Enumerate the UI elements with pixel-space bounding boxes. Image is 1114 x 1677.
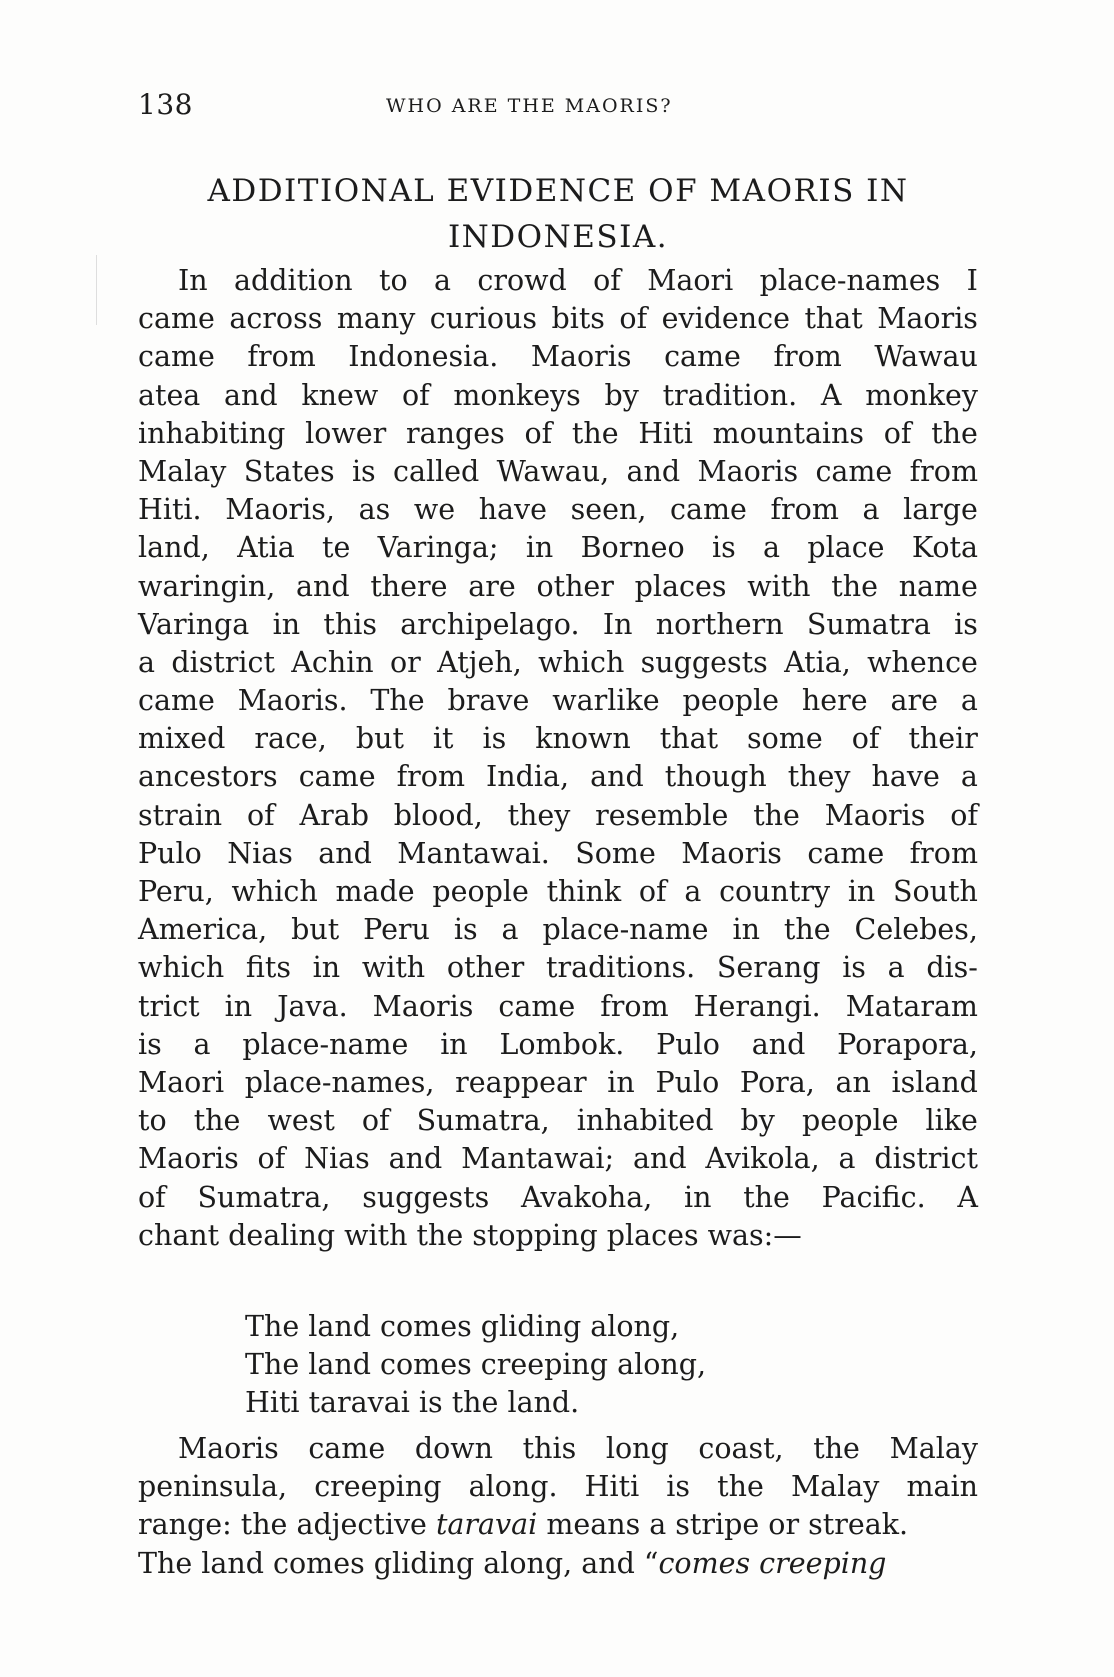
text-line xyxy=(138,1430,978,1468)
word: came xyxy=(138,340,215,374)
word: and xyxy=(590,760,644,794)
word: Sumatra xyxy=(806,607,931,641)
word: Pulo xyxy=(138,836,202,870)
word: Hiti xyxy=(584,1470,640,1504)
word: strain xyxy=(138,798,223,832)
word: came xyxy=(298,760,376,794)
text-line xyxy=(138,873,978,911)
word: Varinga; xyxy=(377,531,499,565)
text-line xyxy=(138,1179,978,1217)
word: and xyxy=(632,1142,687,1176)
word: of xyxy=(401,378,430,412)
text-line xyxy=(138,1468,978,1506)
word: west xyxy=(267,1104,335,1138)
word: is xyxy=(351,454,376,488)
word: creeping xyxy=(314,1470,442,1504)
word: the xyxy=(571,416,619,450)
word: crowd xyxy=(477,264,567,297)
word: we xyxy=(413,493,456,527)
word: monkeys xyxy=(453,378,581,412)
word: some xyxy=(747,722,823,756)
running-header xyxy=(138,88,978,128)
word: here xyxy=(801,684,868,718)
word: an xyxy=(835,1065,871,1099)
word: Sumatra, xyxy=(416,1104,550,1138)
word: Peru xyxy=(363,913,430,947)
text-line xyxy=(138,911,978,949)
text-line xyxy=(138,1217,978,1255)
text-line xyxy=(138,758,978,796)
paragraph-1 xyxy=(138,262,978,1255)
text-fragment xyxy=(138,1545,886,1583)
word: seen, xyxy=(570,493,647,527)
word: suggests xyxy=(640,645,768,679)
word: from xyxy=(909,836,978,870)
word: in xyxy=(224,989,253,1023)
word: but xyxy=(291,913,340,947)
word: Borneo xyxy=(580,531,685,565)
text-line xyxy=(138,835,978,873)
word: a xyxy=(501,913,519,947)
word: Porapora, xyxy=(837,1027,978,1061)
word: Some xyxy=(575,836,656,870)
word: other xyxy=(446,951,525,985)
text-line xyxy=(138,300,978,338)
word: is xyxy=(842,951,866,985)
word: a xyxy=(763,531,781,565)
word: northern xyxy=(655,607,784,641)
word: came xyxy=(138,302,215,336)
word: that xyxy=(804,302,863,336)
word: of xyxy=(883,416,912,450)
word: A xyxy=(820,378,842,412)
text-line xyxy=(138,529,978,567)
word: in xyxy=(732,913,760,947)
word: place-names xyxy=(759,264,941,297)
word: of xyxy=(524,416,553,450)
word: country xyxy=(719,875,831,908)
word: have xyxy=(871,760,940,794)
word: the xyxy=(831,569,878,603)
word: in xyxy=(272,607,301,641)
word: ranges xyxy=(405,416,505,450)
word: from xyxy=(600,989,669,1023)
word: with xyxy=(747,569,811,603)
word: island xyxy=(891,1065,978,1099)
word: main xyxy=(906,1470,978,1504)
word: place-name xyxy=(542,913,709,947)
word: a xyxy=(193,1027,211,1061)
text-run: The land comes gliding along, and “ xyxy=(138,1546,659,1580)
word: chant dealing with the stopping places was:— xyxy=(138,1218,802,1252)
word: Pulo xyxy=(655,1065,720,1099)
word: Wawau, xyxy=(496,454,610,488)
word: Wawau xyxy=(874,340,978,374)
word: like xyxy=(925,1104,978,1138)
word: Maoris xyxy=(178,1432,279,1465)
text-line xyxy=(138,1064,978,1102)
word: traditions. xyxy=(546,951,696,985)
word: a xyxy=(838,1142,856,1176)
paragraph-2 xyxy=(138,1430,978,1583)
word: fits xyxy=(245,951,291,985)
word: their xyxy=(908,722,978,756)
word: and xyxy=(318,836,372,870)
word: Java. xyxy=(277,989,348,1023)
word: monkey xyxy=(865,378,978,412)
word: a xyxy=(684,875,702,908)
word: place xyxy=(807,531,885,565)
word: a xyxy=(434,264,452,297)
word: Hiti xyxy=(638,416,693,450)
word: Peru, xyxy=(138,875,214,908)
word: Pulo xyxy=(656,1027,720,1061)
word: is xyxy=(453,913,478,947)
word: a xyxy=(138,645,155,679)
word: place-names, xyxy=(244,1065,435,1099)
word: the xyxy=(783,913,831,947)
word: waringin, xyxy=(138,569,276,603)
word: from xyxy=(247,340,316,374)
word: came xyxy=(815,454,893,488)
word: from xyxy=(770,493,839,527)
word: inhabiting xyxy=(138,416,286,450)
word: from xyxy=(773,340,842,374)
word: I xyxy=(966,264,978,297)
text-line xyxy=(138,1140,978,1178)
word: addition xyxy=(233,264,353,297)
word: In xyxy=(602,607,633,641)
text-line xyxy=(138,682,978,720)
word: this xyxy=(323,607,377,641)
text-line xyxy=(138,949,978,987)
word: from xyxy=(909,454,978,488)
text-line xyxy=(138,377,978,415)
word: and xyxy=(388,1142,443,1176)
verse-line: Hiti taravai is the land. xyxy=(245,1386,580,1420)
text-line xyxy=(138,1506,978,1544)
word: South xyxy=(893,875,978,908)
word: Varinga xyxy=(138,607,250,641)
word: people xyxy=(801,1104,899,1138)
text-line xyxy=(138,338,978,376)
word: Atia xyxy=(237,531,295,565)
word: large xyxy=(903,493,978,527)
word: a xyxy=(960,684,978,718)
word: Lombok. xyxy=(499,1027,625,1061)
text-line xyxy=(138,644,978,682)
text-run: means a stripe or streak. xyxy=(546,1508,909,1542)
word: district xyxy=(171,645,275,679)
word: of xyxy=(950,798,978,832)
word: whence xyxy=(867,645,978,679)
word: known xyxy=(535,722,631,756)
running-title: WHO ARE THE MAORIS? xyxy=(386,95,673,117)
word: there xyxy=(370,569,448,603)
word: a xyxy=(862,493,880,527)
word: people xyxy=(682,684,780,718)
word: brave xyxy=(447,684,530,718)
word: with xyxy=(361,951,426,985)
word: and xyxy=(224,378,278,412)
word: the xyxy=(931,416,978,450)
word: ancestors xyxy=(138,760,278,794)
text-line xyxy=(138,720,978,758)
word: archipelago. xyxy=(400,607,580,641)
word: it xyxy=(432,722,454,756)
word: of xyxy=(619,302,648,336)
word: dis- xyxy=(926,951,978,985)
word: but xyxy=(355,722,404,756)
verse-line: The land comes creeping along, xyxy=(245,1348,707,1382)
word: down xyxy=(414,1432,493,1465)
word: Maoris xyxy=(372,989,474,1023)
word: of xyxy=(851,722,880,756)
italic-phrase: comes creeping xyxy=(658,1546,887,1580)
word: Serang xyxy=(716,951,821,985)
word: though xyxy=(664,760,767,794)
word: blood, xyxy=(393,798,483,832)
word: Nias xyxy=(227,836,293,870)
word: warlike xyxy=(552,684,660,718)
word: came xyxy=(308,1432,386,1465)
word: are xyxy=(890,684,939,718)
word: is xyxy=(954,607,978,641)
word: curious xyxy=(429,302,537,336)
word: across xyxy=(229,302,323,336)
word: name xyxy=(898,569,978,603)
word: which xyxy=(538,645,625,679)
word: Maoris xyxy=(138,1142,239,1176)
word: reappear xyxy=(455,1065,587,1099)
word: Achin xyxy=(291,645,374,679)
word: Maori xyxy=(647,264,734,297)
word: came xyxy=(138,684,215,718)
word: by xyxy=(604,378,639,412)
word: long xyxy=(605,1432,669,1465)
word: in xyxy=(525,531,554,565)
word: which xyxy=(138,951,225,985)
word: in xyxy=(440,1027,468,1061)
word: is xyxy=(712,531,736,565)
word: bits xyxy=(551,302,605,336)
word: the xyxy=(743,1180,790,1214)
word: of xyxy=(257,1142,286,1176)
word: te xyxy=(322,531,351,565)
word: in xyxy=(607,1065,635,1099)
word: the xyxy=(717,1470,764,1504)
text-line xyxy=(138,1026,978,1064)
word: in xyxy=(312,951,341,985)
text-line xyxy=(138,797,978,835)
word: A xyxy=(957,1180,978,1214)
chant-verse xyxy=(245,1308,706,1423)
word: Maoris, xyxy=(225,493,335,527)
word: Kota xyxy=(911,531,978,565)
word: came xyxy=(664,340,741,374)
word: Pora, xyxy=(739,1065,815,1099)
word: Pacific. xyxy=(821,1180,926,1214)
word: people xyxy=(432,875,529,908)
word: inhabited xyxy=(576,1104,714,1138)
word: Mantawai; xyxy=(461,1142,615,1176)
word: as xyxy=(358,493,391,527)
word: Atia, xyxy=(784,645,851,679)
word: suggests xyxy=(362,1180,490,1214)
word: Maoris xyxy=(530,340,632,374)
text-line xyxy=(138,415,978,453)
word: a xyxy=(887,951,905,985)
word: Atjeh, xyxy=(437,645,522,679)
word: Celebes, xyxy=(854,913,978,947)
word: In xyxy=(178,264,208,297)
section-heading-line-1: ADDITIONAL EVIDENCE OF MAORIS IN xyxy=(207,173,909,209)
word: Avikola, xyxy=(705,1142,820,1176)
word: The xyxy=(370,684,425,718)
word: called xyxy=(393,454,480,488)
verse-line: The land comes gliding along, xyxy=(245,1310,680,1343)
text-line xyxy=(138,453,978,491)
word: other xyxy=(536,569,614,603)
word: have xyxy=(478,493,548,527)
word: in xyxy=(684,1180,712,1214)
word: Herangi. xyxy=(693,989,821,1023)
word: Malay xyxy=(138,454,227,488)
word: of xyxy=(638,875,667,908)
word: they xyxy=(787,760,851,794)
italic-term: taravai xyxy=(435,1508,538,1542)
word: the xyxy=(193,1104,241,1138)
word: and xyxy=(751,1027,806,1061)
text-run: range: the adjective xyxy=(138,1508,427,1542)
word: and xyxy=(626,454,681,488)
text-line xyxy=(138,1102,978,1140)
word: many xyxy=(336,302,416,336)
word: is xyxy=(666,1470,691,1504)
word: places xyxy=(634,569,727,603)
text-line xyxy=(138,262,978,300)
word: is xyxy=(138,1027,162,1061)
word: think xyxy=(546,875,622,908)
word: Avakoha, xyxy=(520,1180,653,1214)
word: are xyxy=(468,569,516,603)
text-fragment xyxy=(138,1506,908,1544)
word: district xyxy=(874,1142,978,1176)
word: tradition. xyxy=(662,378,798,412)
word: and xyxy=(296,569,350,603)
word: which xyxy=(231,875,318,908)
word: to xyxy=(379,264,408,297)
word: or xyxy=(390,645,421,679)
page-edge-shadow xyxy=(96,255,97,325)
word: in xyxy=(847,875,876,908)
section-heading-line-2: INDONESIA. xyxy=(447,219,669,255)
word: Hiti. xyxy=(138,493,202,527)
word: mountains xyxy=(712,416,865,450)
word: Nias xyxy=(304,1142,370,1176)
word: Maoris. xyxy=(237,684,348,718)
word: trict xyxy=(138,989,200,1023)
word: by xyxy=(740,1104,775,1138)
word: to xyxy=(138,1104,167,1138)
word: of xyxy=(138,1180,166,1214)
word: Mantawai. xyxy=(397,836,550,870)
word: Maoris xyxy=(877,302,978,336)
word: of xyxy=(361,1104,390,1138)
word: Maoris xyxy=(681,836,782,870)
word: came xyxy=(498,989,576,1023)
word: America, xyxy=(138,913,268,947)
word: is xyxy=(482,722,507,756)
word: this xyxy=(522,1432,577,1465)
word: came xyxy=(670,493,747,527)
word: Maoris xyxy=(697,454,799,488)
section-heading xyxy=(138,168,978,260)
word: Maori xyxy=(138,1065,225,1099)
word: atea xyxy=(138,378,201,412)
word: Malay xyxy=(889,1432,978,1465)
word: the xyxy=(813,1432,860,1465)
word: Maoris xyxy=(824,798,926,832)
word: India, xyxy=(486,760,570,794)
page-number: 138 xyxy=(138,88,193,121)
text-line xyxy=(138,988,978,1026)
word: evidence xyxy=(661,302,790,336)
text-line xyxy=(138,606,978,644)
word: came xyxy=(807,836,885,870)
word: the xyxy=(753,798,800,832)
word: knew xyxy=(301,378,379,412)
word: place-name xyxy=(242,1027,409,1061)
text-line xyxy=(138,491,978,529)
text-line xyxy=(138,1545,978,1583)
word: Arab xyxy=(299,798,369,832)
word: States xyxy=(243,454,335,488)
word: land, xyxy=(138,531,210,565)
word: of xyxy=(593,264,621,297)
word: race, xyxy=(254,722,327,756)
word: along. xyxy=(468,1470,558,1504)
word: that xyxy=(659,722,719,756)
word: Mataram xyxy=(845,989,978,1023)
word: Malay xyxy=(790,1470,880,1504)
word: mixed xyxy=(138,722,226,756)
word: coast, xyxy=(698,1432,784,1465)
word: of xyxy=(246,798,275,832)
text-line xyxy=(138,568,978,606)
word: Indonesia. xyxy=(348,340,499,374)
word: they xyxy=(507,798,571,832)
word: from xyxy=(396,760,465,794)
word: peninsula, xyxy=(138,1470,288,1504)
word: lower xyxy=(305,416,387,450)
word: Sumatra, xyxy=(197,1180,331,1214)
word: a xyxy=(960,760,978,794)
word: made xyxy=(335,875,415,908)
word: resemble xyxy=(595,798,729,832)
